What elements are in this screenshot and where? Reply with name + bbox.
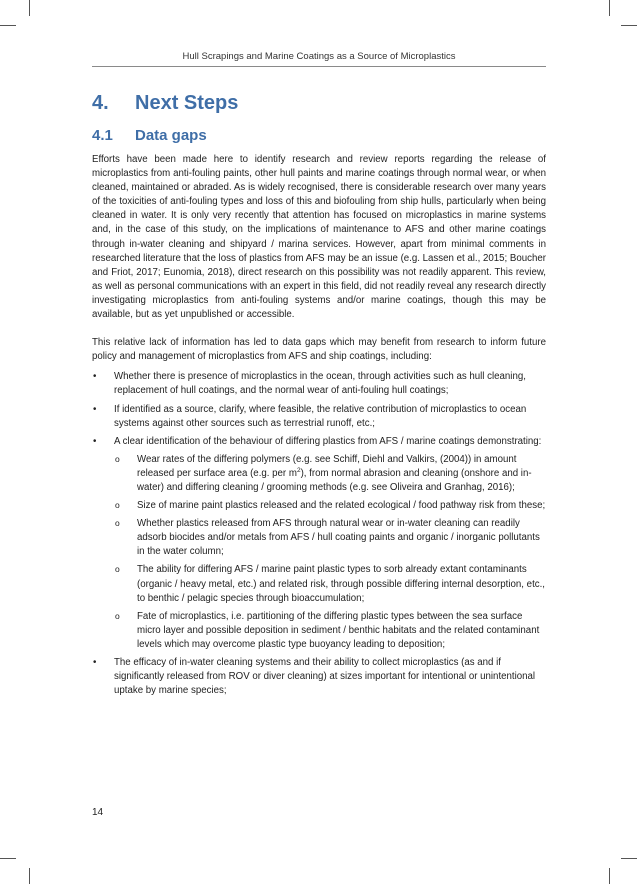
sub-list-item xyxy=(114,610,546,652)
paragraph: This relative lack of information has led to data gaps which may benefit from research to inform future policy and management of microplastics from AFS and ship coatings, including: xyxy=(92,337,546,363)
crop-mark xyxy=(609,868,610,884)
list-item xyxy=(92,403,546,431)
running-header: Hull Scrapings and Marine Coatings as a Source of Microplastics xyxy=(182,51,456,62)
sub-list-item-text: Size of marine paint plastics released and the related ecological / food pathway risk from these; xyxy=(137,500,546,512)
list-item xyxy=(92,656,546,698)
crop-mark xyxy=(0,858,16,859)
crop-mark xyxy=(29,868,30,884)
chapter-heading xyxy=(92,92,238,115)
section-heading xyxy=(92,127,207,144)
header-rule xyxy=(92,66,546,67)
bullet-icon: • xyxy=(93,435,97,447)
sub-list-item-text: The ability for differing AFS / marine paint plastic types to sorb already extant contaminants (organic / heavy metal, etc.) and related risk, through possible differing internal desorption, etc., to benthic / pelagic species through bioaccumulation; xyxy=(137,564,545,604)
section-title: Data gaps xyxy=(135,127,207,144)
sub-list-item-text xyxy=(137,454,532,493)
crop-mark xyxy=(29,0,30,16)
sub-list-item xyxy=(114,453,546,495)
superscript: 2 xyxy=(296,466,301,474)
chapter-number: 4. xyxy=(92,92,109,114)
sub-list-item xyxy=(114,499,546,513)
sub-bullet-list xyxy=(114,453,546,652)
bullet-icon: • xyxy=(93,403,97,415)
list-item xyxy=(92,370,546,398)
bullet-icon: • xyxy=(93,371,97,383)
crop-mark xyxy=(621,858,637,859)
list-item-text: A clear identification of the behaviour of differing plastics from AFS / marine coatings demonstrating: xyxy=(114,435,542,447)
list-item-text: If identified as a source, clarify, where feasible, the relative contribution of microplastics to ocean systems against other sources such as terrestrial runoff, etc.; xyxy=(114,403,527,429)
body-text xyxy=(92,153,546,702)
list-item xyxy=(92,435,546,652)
page-number: 14 xyxy=(92,807,104,818)
list-item-text: The efficacy of in-water cleaning systems and their ability to collect microplastics (as and if significantly released from ROV or diver cleaning) at sizes important for intentional or unintentional uptake by marine species; xyxy=(114,657,536,697)
crop-mark xyxy=(609,0,610,16)
sub-bullet-icon: o xyxy=(115,564,120,575)
sub-bullet-icon: o xyxy=(115,610,120,621)
sub-bullet-icon: o xyxy=(115,453,120,464)
text-run: Wear rates of the differing polymers (e.g. see Schiff, Diehl and Valkirs, (2004)) in amount released per surface area (e.g. per m xyxy=(137,453,517,479)
text-run: ), from normal abrasion and cleaning (onshore and in-water) and differing cleaning / grooming methods (e.g. see Oliveira and Granhag, 2016); xyxy=(137,467,532,493)
section-number: 4.1 xyxy=(92,127,113,144)
chapter-title: Next Steps xyxy=(135,92,239,114)
crop-mark xyxy=(621,25,637,26)
sub-bullet-icon: o xyxy=(115,518,120,529)
paragraph: Efforts have been made here to identify research and review reports regarding the release of microplastics from anti-fouling paints, other hull paints and marine coatings through normal wear, or when cleaned, maintained or abraded. As is widely recognised, there is considerable research over many years of the toxicities of anti-fouling types and loss of this and biofouling from ship hulls, particularly when being cleaned in water. It is only very recently that attention has focused on microplastics in marine systems and, in the case of this study, on the implications of maintenance to AFS and other marine coatings through in-water cleaning and shipyard / marina services. However, apart from minimal comments in researched literature that the loss of plastics from AFS may be an issue (e.g. Lassen et al., 2015; Boucher and Friot, 2017; Eunomia, 2018), direct research on this possibility was not readily apparent. This review, as well as personal communications with an expert in this field, did not readily reveal any research directly investigating microplastics from anti-fouling systems and/or marine coatings, though this may be available, but as yet unpublished or accessible. xyxy=(92,154,546,321)
bullet-icon: • xyxy=(93,657,97,668)
sub-list-item xyxy=(114,563,546,605)
list-item-text: Whether there is presence of microplastics in the ocean, through activities such as hull cleaning, replacement of hull coatings, and the normal wear of anti-fouling hull coatings; xyxy=(114,371,526,397)
crop-mark xyxy=(0,25,16,26)
sub-bullet-icon: o xyxy=(115,500,120,511)
sub-list-item-text: Whether plastics released from AFS through natural wear or in-water cleaning can readily adsorb biocides and/or metals from AFS / hull coating paints and organic / inorganic pollutants in the water column; xyxy=(137,518,540,558)
sub-list-item-text: Fate of microplastics, i.e. partitioning of the differing plastic types between the sea surface micro layer and possible deposition in sediment / benthic habitats and the related contaminant levels which may overcome plastic type buoyancy leading to deposition; xyxy=(137,610,540,650)
sub-list-item xyxy=(114,517,546,559)
bullet-list xyxy=(92,370,546,698)
